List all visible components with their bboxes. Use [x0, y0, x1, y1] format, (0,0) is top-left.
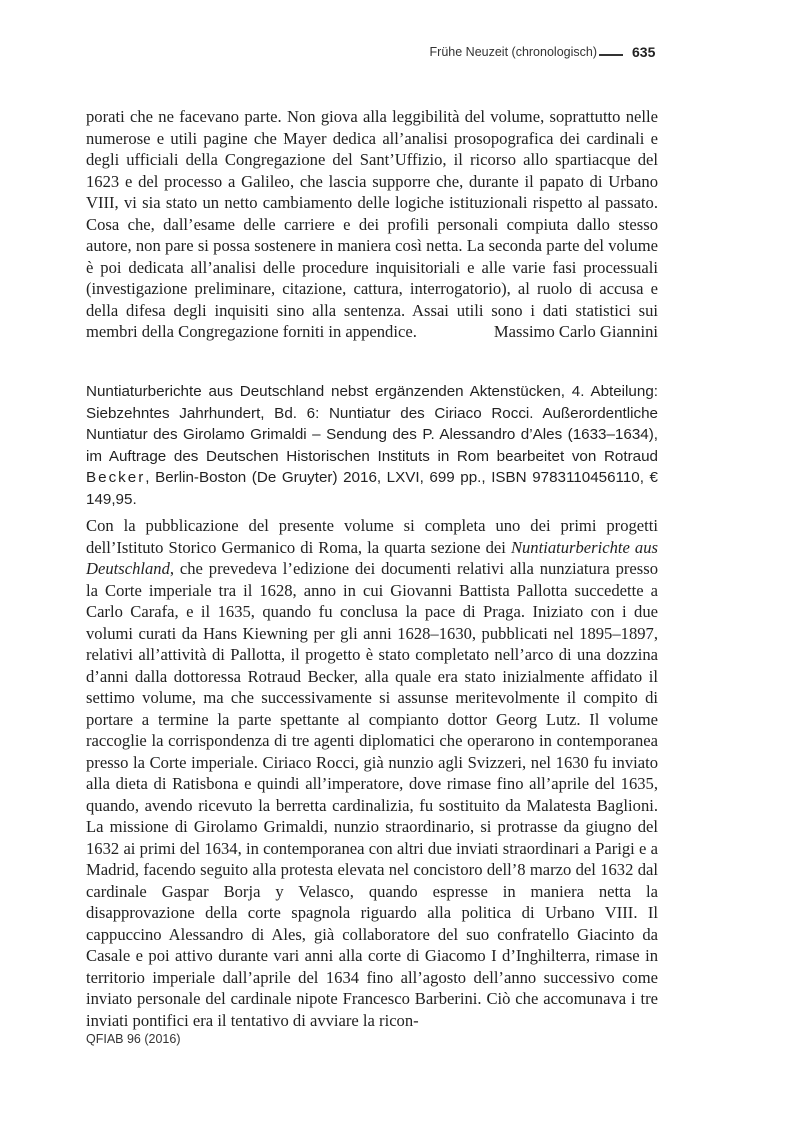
review-body	[86, 515, 658, 1031]
page-number: 635	[632, 44, 656, 60]
review-continuation-text: porati che ne facevano parte. Non giova alla leggibilità del volume, soprattutto nelle numerose e utili pagine che Mayer dedica all’analisi prosopografica dei cardinali e degli ufficiali della Congregazione del Sant’Uffizio, il ricorso allo spartiacque del 1623 e del processo a Galileo, che lascia supporre che, durante il papato di Urbano VIII, vi sia stato un netto cambiamento delle logiche istituzionali rispetto al passato. Cosa che, dall’esame delle carriere e dei profili personali compiuta dallo stesso autore, non pare si possa sostenere in maniera così netta. La seconda parte del volume è poi dedicata all’analisi delle procedure inquisitoriali e alle varie fasi processuali (investigazione preliminare, citazione, cattura, interrogatorio), al ruolo di accusa e della difesa degli inquisiti sino alla sentenza. Assai utili sono i dati statistici sui membri della Congregazione forniti in appendice.	[86, 107, 658, 341]
review-body-text: , che prevedeva l’edizione dei documenti relativi alla nunziatura presso la Corte imperiale tra il 1628, anno in cui Giovanni Battista Pallotta succedette a Carlo Carafa, e il 1635, quando fu conclusa la pace di Praga. Iniziato con i due volumi curati da Hans Kiewning per gli anni 1628–1630, pubblicati nel 1895–1897, relativi all’attività di Pallotta, il progetto è stato completato nell’arco di una dozzina d’anni dalla dottoressa Rotraud Becker, alla quale era stato inizialmente affidato il settimo volume, ma che successivamente si assunse meritevolmente il compito di portare a termine la parte spettante al compianto dottor Georg Lutz. Il volume raccoglie la corrispondenza di tre agenti diplomatici che operarono in contemporanea presso la Corte imperiale. Ciriaco Rocci, già nunzio agli Svizzeri, nel 1630 fu inviato alla dieta di Ratisbona e quindi all’imperatore, dove rimase fino all’aprile del 1635, quando, avendo ricevuto la berretta cardinalizia, fu sostituito da Malatesta Baglioni. La missione di Girolamo Grimaldi, nunzio straordinario, si protrasse da giugno del 1632 ai primi del 1634, in contemporanea con altri due inviati straordinari a Parigi e a Madrid, facendo seguito alla protesta elevata nel concistoro dell’8 marzo del 1632 dal cardinale Gaspar Borja y Velasco, quando espresse in maniera netta la disapprovazione della corte spagnola riguardo alla politica di Urbano VIII. Il cappuccino Alessandro di Ales, già collaboratore del suo confratello Giacinto da Casale e poi attivo durante vari anni alla corte di Giacomo I d’Inghilterra, rimase in territorio imperiale dall’aprile del 1634 fino all’agosto dell’anno successivo come inviato personale del cardinale nipote Francesco Barberini. Ciò che accomunava i tre inviati pontifici era il tentativo di avviare la ricon-	[86, 559, 658, 1030]
running-title: Frühe Neuzeit (chronologisch)	[429, 45, 597, 59]
journal-footer: QFIAB 96 (2016)	[86, 1032, 181, 1046]
review-continuation	[86, 106, 658, 343]
series-title: Nuntiaturberichte aus Deutschland	[86, 537, 658, 578]
bibliography-publication: , Berlin-Boston (De Gruyter) 2016, LXVI, 699 pp., ISBN 9783110456110, € 149,95.	[86, 469, 658, 508]
bibliographic-entry	[86, 381, 658, 510]
header-rule	[599, 54, 623, 56]
review-intro: Con la pubblicazione del presente volume si completa uno dei primi progetti dell’Istituto Storico Germanico di Roma, la quarta sezione dei	[86, 516, 658, 557]
bibliography-text: Nuntiaturberichte aus Deutschland nebst ergänzenden Aktenstücken, 4. Abteilung: Siebzehntes Jahrhundert, Bd. 6: Nuntiatur des Ciriaco Rocci. Außerordentliche Nuntiatur des Girolamo Grimaldi – Sendung des P. Alessandro d’Ales (1633–1634), im Auftrage des Deutschen Historischen Instituts in Rom bearbeitet von Rotraud	[86, 383, 658, 465]
editor-surname: Becker	[86, 469, 146, 486]
reviewer-signature: Massimo Carlo Giannini	[493, 322, 658, 341]
page-header	[0, 44, 800, 66]
